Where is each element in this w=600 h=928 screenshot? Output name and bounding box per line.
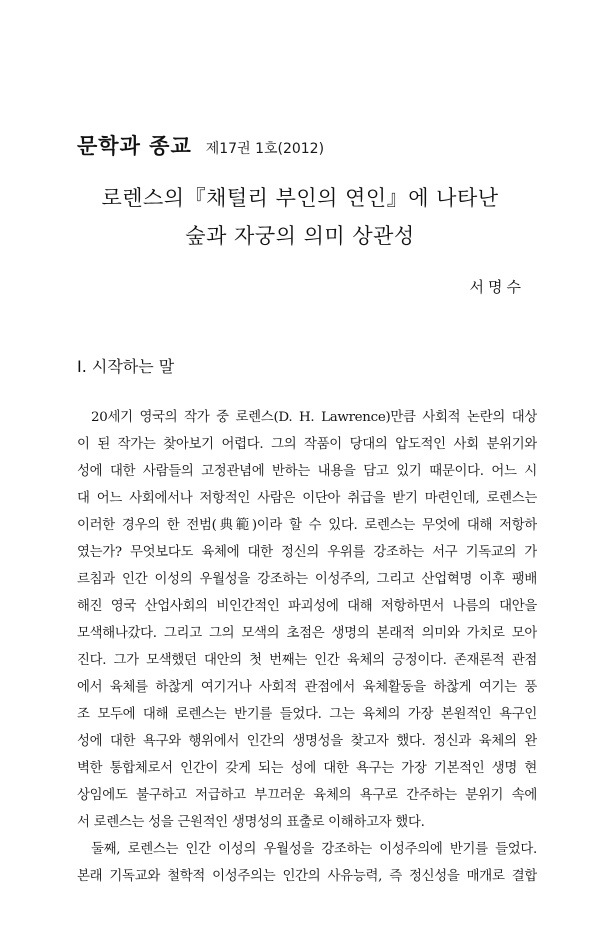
journal-issue: 제17권 1호(2012) [205, 141, 325, 157]
body-text [77, 404, 537, 890]
body-line: 20세기 영국의 작가 중 로렌스(D. H. Lawrence)만큼 사회적 논란의 대상 [91, 410, 537, 425]
body-line: 모색해나갔다. 그리고 그의 모색의 초점은 생명의 본래적 의미와 가치로 모아 [77, 626, 537, 641]
body-line: 이러한 경우의 한 전범(典範)이라 할 수 있다. 로렌스는 무엇에 대해 저항하 [77, 518, 537, 533]
body-line: 본래 기독교와 철학적 이성주의는 인간의 사유능력, 즉 정신성을 매개로 결합 [77, 869, 537, 884]
author-name: 서명수 [469, 278, 525, 296]
body-line: 성에 대한 사람들의 고정관념에 반하는 내용을 담고 있기 때문이다. 어느 시 [77, 464, 537, 479]
journal-logo: 문학과 종교 [77, 134, 192, 158]
body-line: 이 된 작가는 찾아보기 어렵다. 그의 작품이 당대의 압도적인 사회 분위기와 [77, 437, 537, 452]
article-title-line-2: 숲과 자궁의 의미 상관성 [185, 224, 415, 248]
body-line: 서 로렌스는 성을 근원적인 생명성의 표출로 이해하고자 했다. [77, 815, 425, 830]
journal-header [77, 130, 324, 160]
body-line: 해진 영국 산업사회의 비인간적인 파괴성에 대해 저항하면서 나름의 대안을 [77, 599, 537, 614]
body-line: 둘째, 로렌스는 인간 이성의 우월성을 강조하는 이성주의에 반기를 들었다. [91, 842, 537, 857]
body-line: 진다. 그가 모색했던 대안의 첫 번째는 인간 육체의 긍정이다. 존재론적 관점 [77, 653, 537, 668]
body-line: 에서 육체를 하찮게 여기거나 사회적 관점에서 육체활동을 하찮게 여기는 풍 [77, 680, 537, 695]
body-line: 대 어느 사회에서나 저항적인 사람은 이단아 취급을 받기 마련인데, 로렌스는 [77, 491, 537, 506]
body-line: 상임에도 불구하고 저급하고 부끄러운 육체의 욕구로 간주하는 분위기 속에 [77, 788, 537, 803]
body-line: 였는가? 무엇보다도 육체에 대한 정신의 우위를 강조하는 서구 기독교의 가 [77, 545, 537, 560]
article-title-line-1: 로렌스의『채털리 부인의 연인』에 나타난 [101, 186, 499, 210]
body-line: 성에 대한 욕구와 행위에서 인간의 생명성을 찾고자 했다. 정신과 육체의 완 [77, 734, 537, 749]
body-line: 르침과 인간 이성의 우월성을 강조하는 이성주의, 그리고 산업혁명 이후 팽배 [77, 572, 537, 587]
body-line: 벽한 통합체로서 인간이 갖게 되는 성에 대한 욕구는 가장 기본적인 생명 현 [77, 761, 537, 776]
section-heading: Ⅰ. 시작하는 말 [77, 357, 175, 376]
body-line: 조 모두에 대해 로렌스는 반기를 들었다. 그는 육체의 가장 본원적인 욕구인 [77, 707, 537, 722]
